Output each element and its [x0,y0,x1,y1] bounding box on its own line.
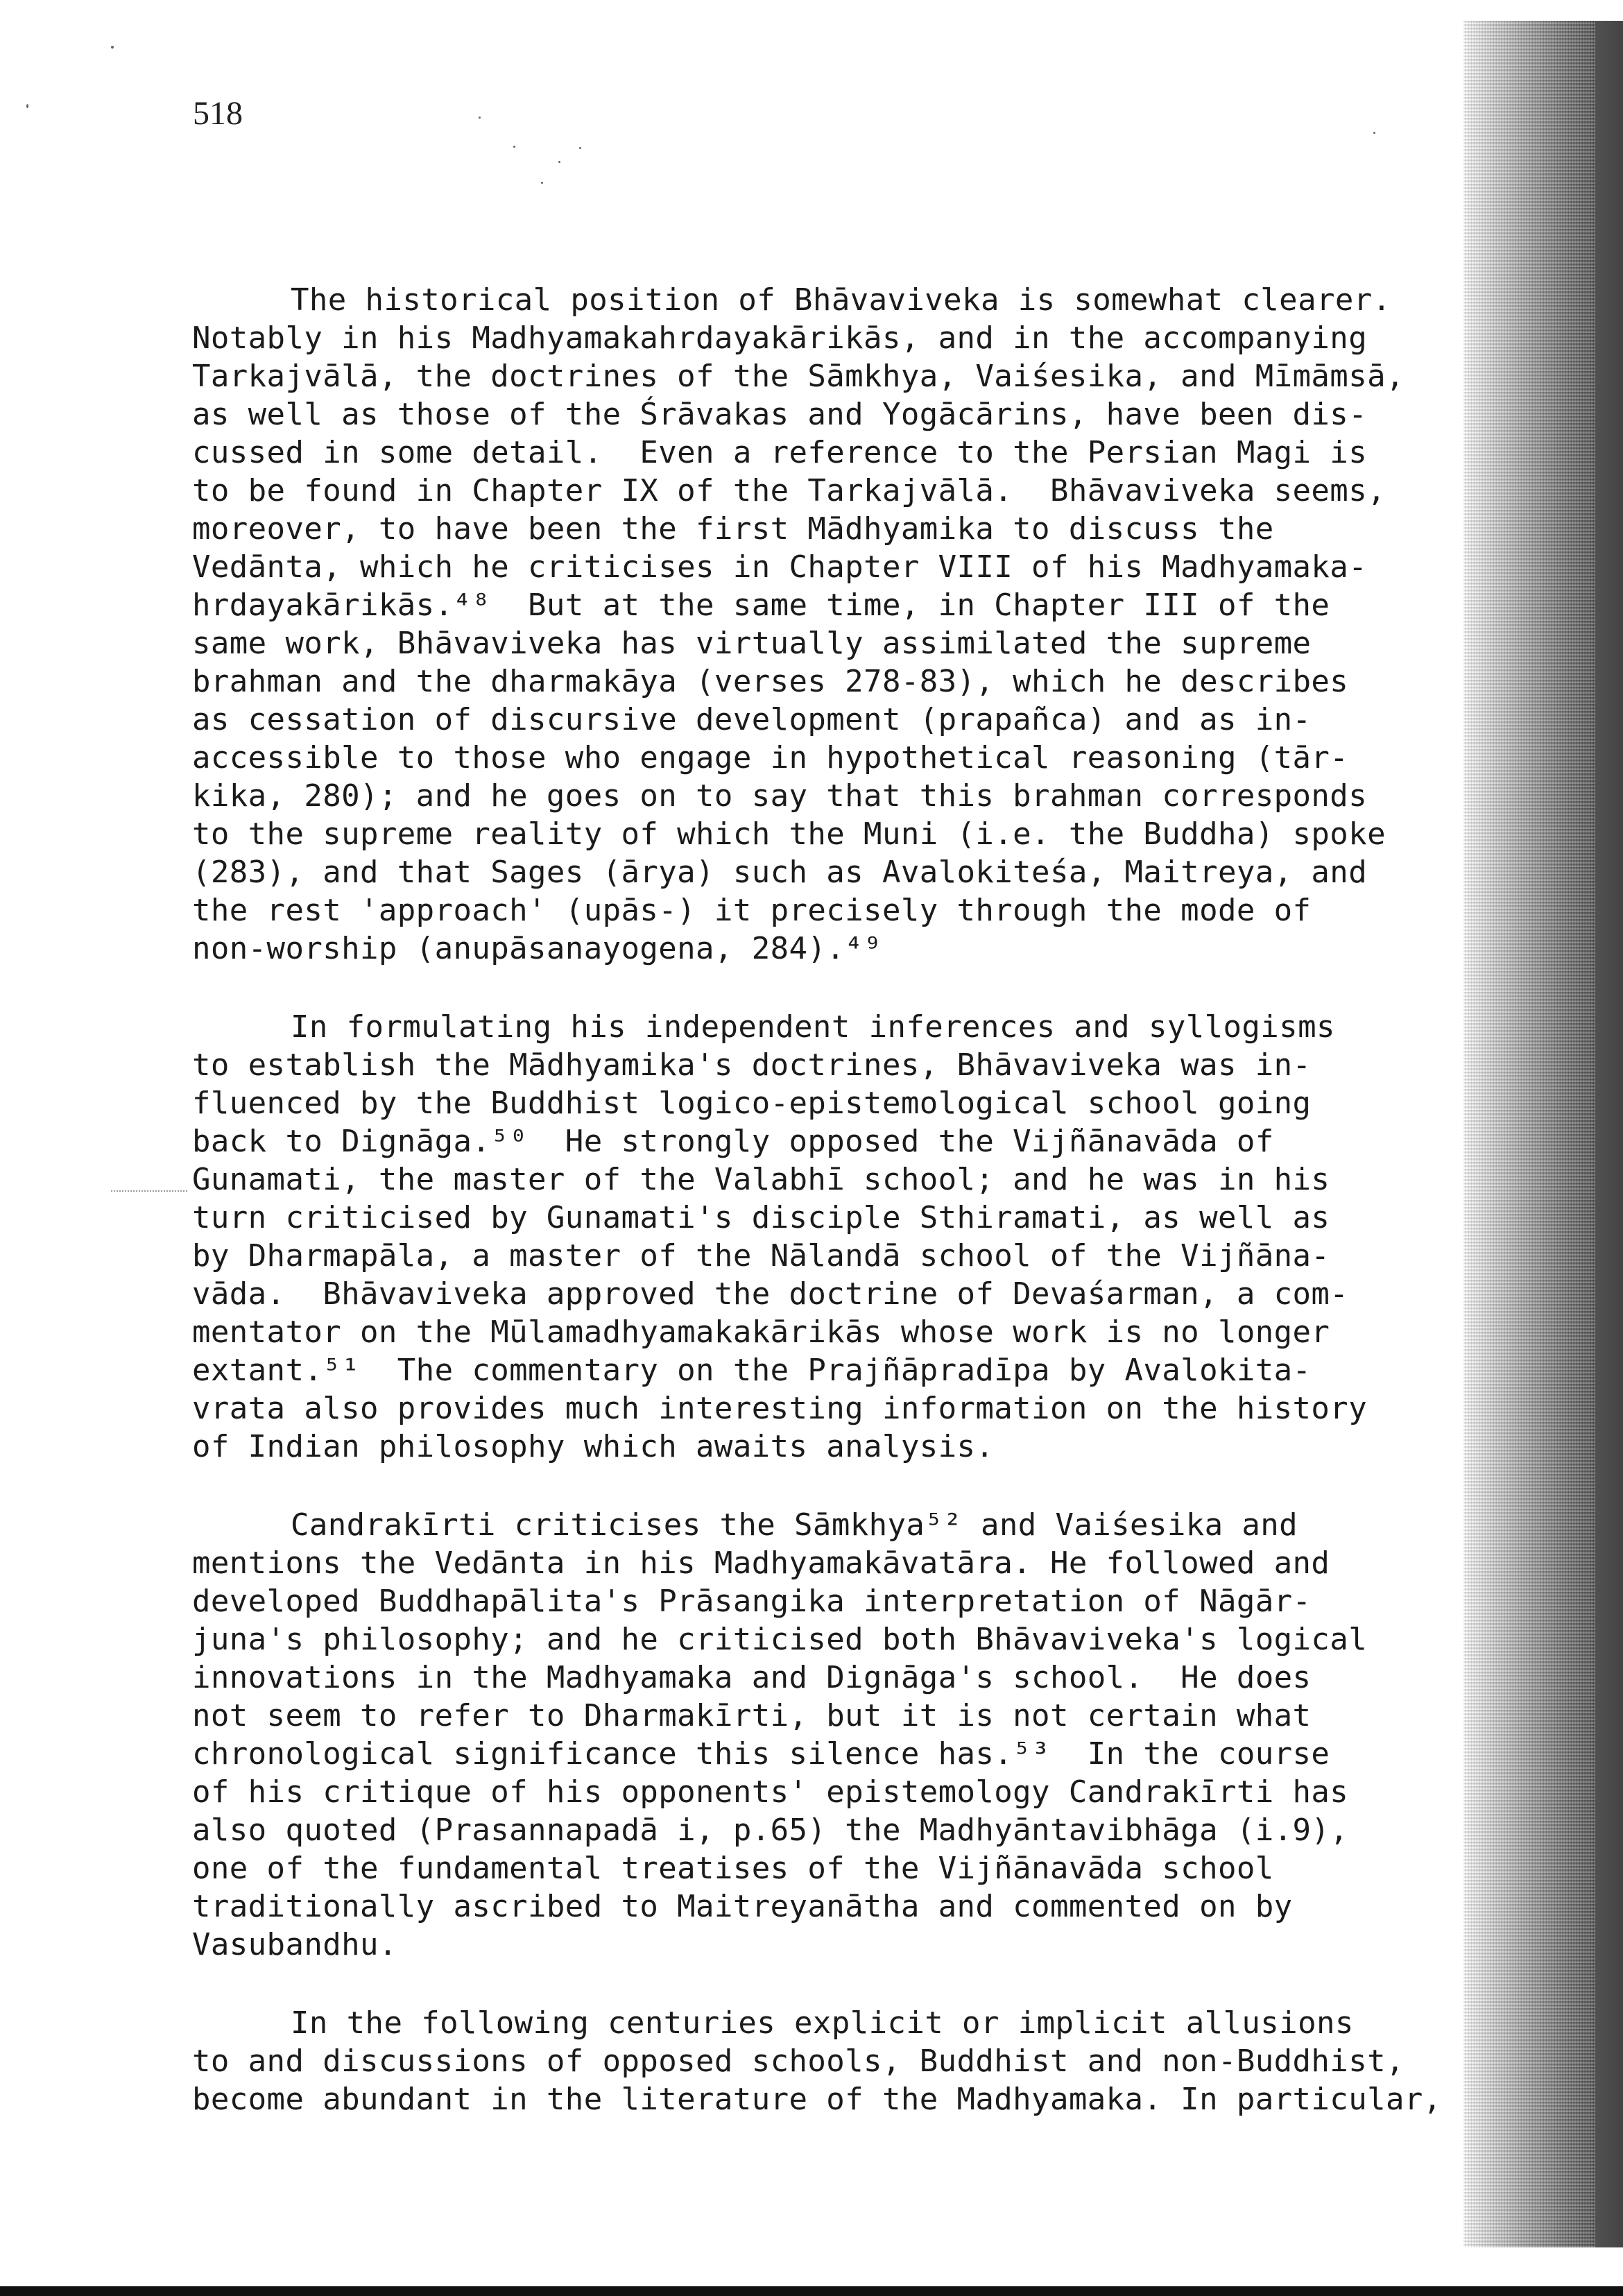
text-line: developed Buddhapālita's Prāsangika interpretation of Nāgār- [192,1584,1312,1619]
text-line: Candrakīrti criticises the Sāmkhya⁵² and Vaiśesika and [291,1507,1298,1543]
scan-bottom-border [0,2286,1623,2296]
scan-speck [111,46,114,49]
text-line: the rest 'approach' (upās-) it precisely through the mode of [192,893,1312,928]
text-line: Vasubandhu. [192,1927,397,1962]
text-line: same work, Bhāvaviveka has virtually assimilated the supreme [192,626,1312,661]
text-line: vrata also provides much interesting information on the history [192,1391,1368,1426]
text-line: chronological significance this silence has.⁵³ In the course [192,1736,1330,1772]
text-line: by Dharmapāla, a master of the Nālandā school of the Vijñāna- [192,1238,1330,1274]
text-line: traditionally ascribed to Maitreyanātha and commented on by [192,1889,1293,1924]
text-line: of his critique of his opponents' epistemology Candrakīrti has [192,1774,1349,1810]
text-line: to establish the Mādhyamika's doctrines, Bhāvaviveka was in- [192,1047,1312,1083]
text-line: In formulating his independent inferences and syllogisms [291,1009,1335,1045]
text-line: turn criticised by Gunamati's disciple Sthiramati, as well as [192,1200,1330,1235]
text-line: of Indian philosophy which awaits analysis. [192,1429,995,1464]
page-number: 518 [193,95,243,132]
scan-speck [1373,132,1375,134]
text-line: as cessation of discursive development (prapañca) and as in- [192,702,1312,737]
text-line: brahman and the dharmakāya (verses 278-83), which he describes [192,664,1349,699]
text-line: (283), and that Sages (ārya) such as Avalokiteśa, Maitreya, and [192,855,1368,890]
paragraph-3 [192,1506,1441,1964]
text-line: Notably in his Madhyamakahrdayakārikās, and in the accompanying [192,320,1368,356]
text-line: to the supreme reality of which the Muni (i.e. the Buddha) spoke [192,816,1386,852]
scan-speck [513,146,515,148]
text-line: Vedānta, which he criticises in Chapter VIII of his Madhyamaka- [192,549,1368,585]
text-line: to be found in Chapter IX of the Tarkajvālā. Bhāvaviveka seems, [192,473,1386,508]
paragraph-1 [192,281,1441,968]
paragraph-2 [192,1008,1441,1466]
text-line: vāda. Bhāvaviveka approved the doctrine of Devaśarman, a com- [192,1276,1349,1312]
text-line: kika, 280); and he goes on to say that this brahman corresponds [192,778,1368,814]
text-line: innovations in the Madhyamaka and Dignāga's school. He does [192,1660,1312,1695]
scan-speck [541,182,543,184]
text-line: The historical position of Bhāvaviveka is somewhat clearer. [291,282,1391,318]
margin-mark [111,1190,187,1192]
text-line: to and discussions of opposed schools, Buddhist and non-Buddhist, [192,2044,1405,2079]
scan-speck [26,104,28,108]
scan-speck [558,161,560,163]
text-line: Tarkajvālā, the doctrines of the Sāmkhya, Vaiśesika, and Mīmāmsā, [192,359,1405,394]
body-text [192,281,1441,2159]
text-line: juna's philosophy; and he criticised both Bhāvaviveka's logical [192,1622,1368,1657]
scan-edge-texture [1463,21,1595,2247]
text-line: also quoted (Prasannapadā i, p.65) the Madhyāntavibhāga (i.9), [192,1813,1349,1848]
text-line: back to Dignāga.⁵⁰ He strongly opposed the Vijñānavāda of [192,1124,1274,1159]
text-line: extant.⁵¹ The commentary on the Prajñāpradīpa by Avalokita- [192,1353,1312,1388]
text-line: become abundant in the literature of the Madhyamaka. In particular, [192,2082,1442,2117]
text-line: Gunamati, the master of the Valabhī school; and he was in his [192,1162,1330,1197]
text-line: hrdayakārikās.⁴⁸ But at the same time, in Chapter III of the [192,588,1330,623]
text-line: not seem to refer to Dharmakīrti, but it is not certain what [192,1698,1312,1733]
text-line: one of the fundamental treatises of the Vijñānavāda school [192,1851,1274,1886]
text-line: mentions the Vedānta in his Madhyamakāvatāra. He followed and [192,1545,1330,1581]
scan-speck [479,117,481,119]
text-line: mentator on the Mūlamadhyamakakārikās whose work is no longer [192,1314,1330,1350]
text-line: non-worship (anupāsanayogena, 284).⁴⁹ [192,931,882,966]
text-line: cussed in some detail. Even a reference to the Persian Magi is [192,435,1368,470]
text-line: accessible to those who engage in hypothetical reasoning (tār- [192,740,1349,776]
text-line: moreover, to have been the first Mādhyamika to discuss the [192,511,1274,547]
text-line: fluenced by the Buddhist logico-epistemological school going [192,1086,1312,1121]
text-line: as well as those of the Śrāvakas and Yogācārins, have been dis- [192,397,1368,432]
paragraph-4 [192,2004,1441,2118]
scan-speck [579,147,581,149]
text-line: In the following centuries explicit or implicit allusions [291,2005,1354,2041]
